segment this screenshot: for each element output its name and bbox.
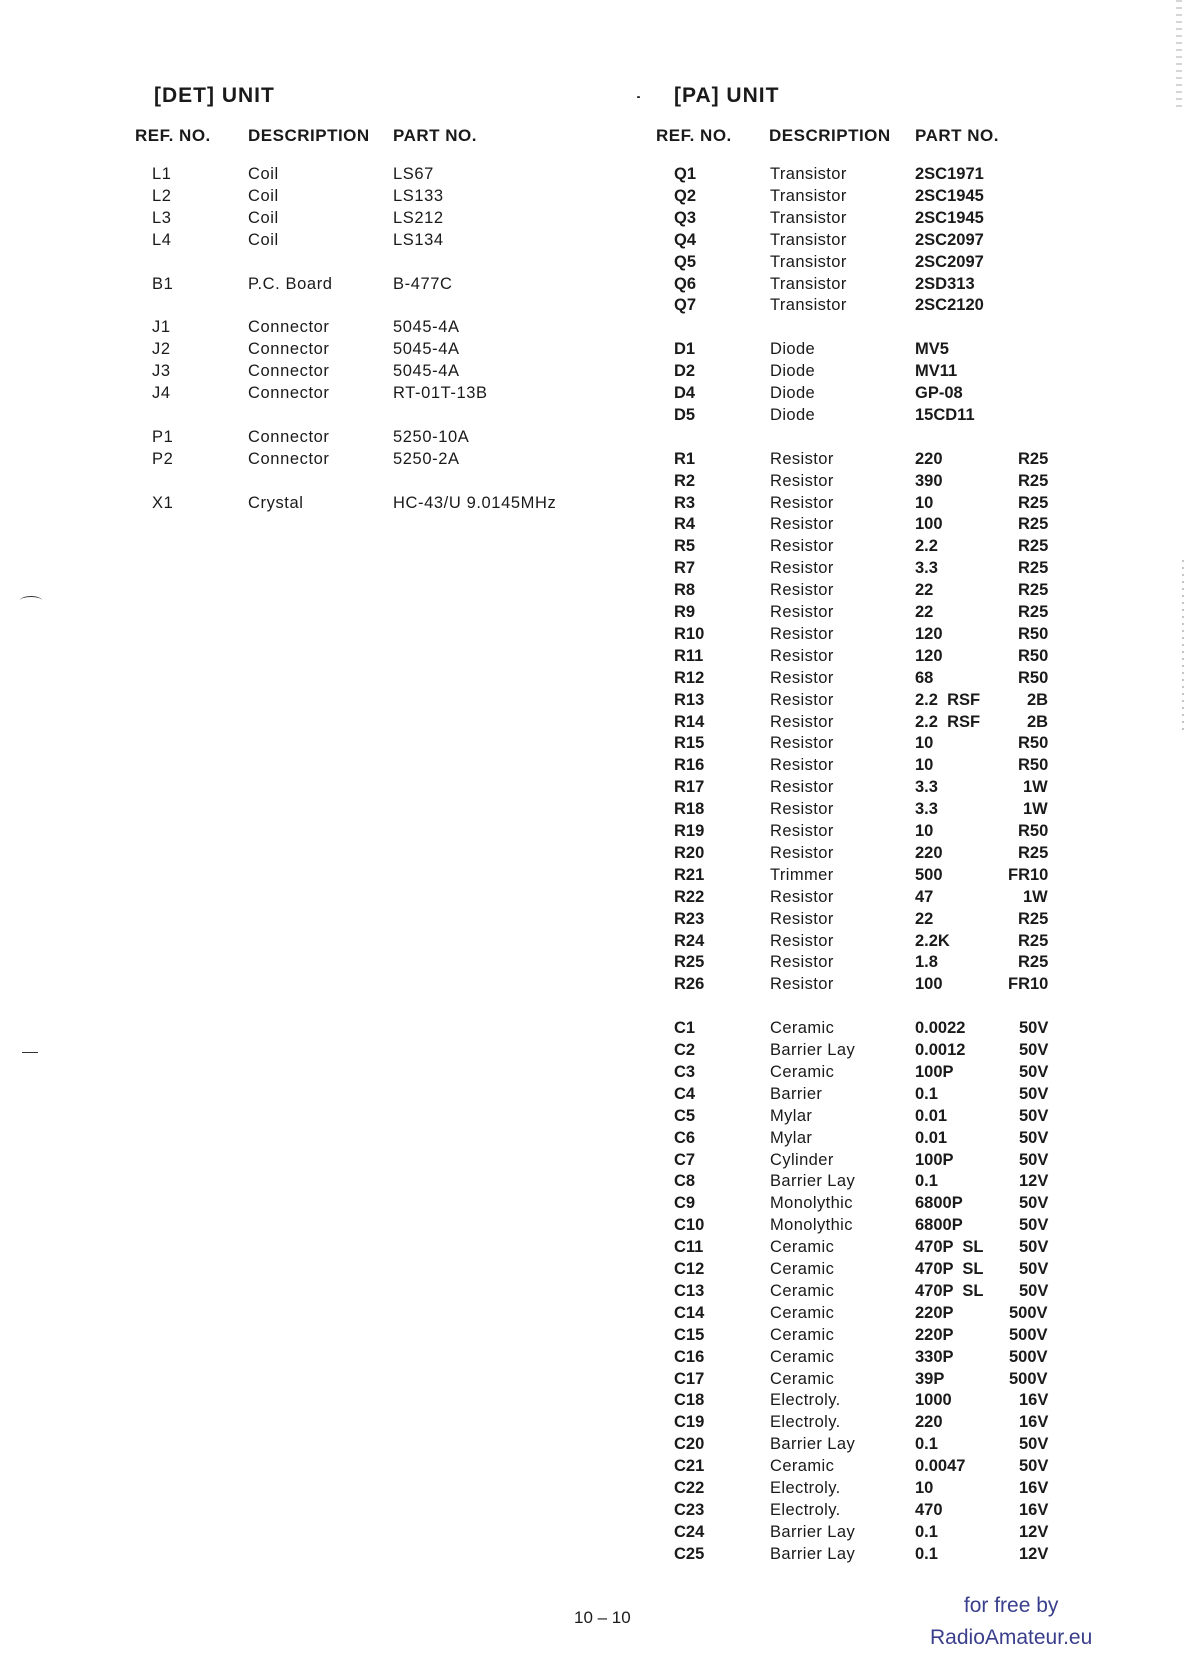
description: Resistor xyxy=(770,603,834,621)
rating: R25 xyxy=(1018,515,1049,534)
description: Ceramic xyxy=(770,1019,835,1038)
description: Resistor xyxy=(770,822,834,840)
rating: 16V xyxy=(1019,1500,1049,1519)
part-no: 2.2 RSF xyxy=(915,712,981,731)
description: Coil xyxy=(248,230,279,249)
part-no: 390 xyxy=(915,471,943,490)
ref-no: L4 xyxy=(152,230,172,249)
description: Resistor xyxy=(770,887,834,906)
description: Resistor xyxy=(770,931,834,950)
part-no: 2.2 RSF xyxy=(915,690,981,709)
description: Resistor xyxy=(770,800,834,819)
pa-unit-title: [PA] UNIT xyxy=(674,84,780,107)
ref-no: Q1 xyxy=(674,165,697,183)
rating: R50 xyxy=(1018,822,1049,840)
part-no: 0.1 xyxy=(915,1435,938,1454)
description: Diode xyxy=(770,362,816,381)
description: Resistor xyxy=(770,843,834,862)
description: Transistor xyxy=(770,165,847,183)
part-no: 330P xyxy=(915,1347,954,1366)
description: Ceramic xyxy=(770,1062,835,1081)
ref-no: R8 xyxy=(674,581,696,600)
part-no: LS133 xyxy=(393,186,444,205)
rating: FR10 xyxy=(1008,975,1049,994)
description: Resistor xyxy=(770,690,834,709)
description: Ceramic xyxy=(770,1281,835,1300)
description: Ceramic xyxy=(770,1347,835,1366)
description: Electroly. xyxy=(770,1479,841,1497)
description: Barrier Lay xyxy=(770,1172,856,1191)
ref-no: C8 xyxy=(674,1172,696,1191)
rating: 12V xyxy=(1019,1544,1049,1563)
rating: 12V xyxy=(1019,1172,1049,1191)
part-no: 100P xyxy=(915,1150,954,1169)
part-no: 100P xyxy=(915,1062,954,1081)
rating: 1W xyxy=(1023,778,1048,797)
ref-no: C23 xyxy=(674,1500,705,1519)
watermark xyxy=(930,1590,1092,1654)
ref-no: R26 xyxy=(674,975,705,994)
part-no: 0.0012 xyxy=(915,1041,966,1059)
part-no: LS134 xyxy=(393,230,444,249)
part-no: 220 xyxy=(915,843,943,862)
description: Resistor xyxy=(770,624,834,643)
ref-no: Q5 xyxy=(674,252,697,271)
description: Connector xyxy=(248,362,330,381)
description: Barrier Lay xyxy=(770,1522,856,1541)
description: Resistor xyxy=(770,471,834,490)
part-no: 6800P xyxy=(915,1216,963,1235)
part-no: 2.2 xyxy=(915,537,938,556)
det-header-ref: REF. NO. xyxy=(135,126,211,145)
pa-header-ref: REF. NO. xyxy=(656,126,732,145)
description: Trimmer xyxy=(770,865,834,884)
rating: 2B xyxy=(1027,712,1049,731)
ref-no: C7 xyxy=(674,1150,696,1169)
ref-no: D2 xyxy=(674,362,696,381)
description: Diode xyxy=(770,384,816,402)
part-no: 2SC2120 xyxy=(915,296,984,315)
ref-no: C10 xyxy=(674,1216,705,1235)
rating: R25 xyxy=(1018,843,1049,862)
description: Mylar xyxy=(770,1106,813,1125)
ref-no: C6 xyxy=(674,1128,696,1147)
rating: 1W xyxy=(1023,887,1048,906)
ref-no: C9 xyxy=(674,1194,696,1213)
ref-no: Q7 xyxy=(674,296,697,315)
part-no: 100 xyxy=(915,975,943,994)
part-no: 15CD11 xyxy=(915,405,975,424)
description: Resistor xyxy=(770,734,834,753)
description: Electroly. xyxy=(770,1413,841,1432)
scan-edge xyxy=(1176,0,1182,110)
rating: R25 xyxy=(1018,493,1049,512)
ref-no: R21 xyxy=(674,865,705,884)
ref-no: C16 xyxy=(674,1347,705,1366)
ref-no: D5 xyxy=(674,405,696,424)
description: Ceramic xyxy=(770,1238,835,1257)
rating: 1W xyxy=(1023,800,1048,819)
ref-no: R11 xyxy=(674,646,704,665)
ref-no: L2 xyxy=(152,186,172,205)
description: Ceramic xyxy=(770,1325,835,1344)
rating: R50 xyxy=(1018,624,1049,643)
description: Electroly. xyxy=(770,1500,841,1519)
part-no: 0.1 xyxy=(915,1544,938,1563)
description: Coil xyxy=(248,208,279,227)
part-no: 470P SL xyxy=(915,1281,984,1300)
rating: R25 xyxy=(1018,603,1049,621)
part-no: 6800P xyxy=(915,1194,963,1213)
ref-no: R10 xyxy=(674,624,705,643)
part-no: 470P SL xyxy=(915,1260,984,1278)
ref-no: C15 xyxy=(674,1325,705,1344)
description: Connector xyxy=(248,340,330,359)
page-number: 10 – 10 xyxy=(574,1608,631,1627)
ref-no: C18 xyxy=(674,1391,705,1410)
description: Transistor xyxy=(770,208,847,227)
part-no: 0.1 xyxy=(915,1172,938,1191)
description: Resistor xyxy=(770,975,834,994)
description: Connector xyxy=(248,427,330,446)
rating: 500V xyxy=(1009,1325,1048,1344)
part-no: 2SC2097 xyxy=(915,230,984,249)
part-no: 47 xyxy=(915,887,934,906)
ref-no: R20 xyxy=(674,843,705,862)
part-no: LS67 xyxy=(393,165,434,183)
part-no: 3.3 xyxy=(915,559,938,578)
description: Diode xyxy=(770,340,816,359)
part-no: 100 xyxy=(915,515,943,534)
ref-no: R2 xyxy=(674,471,696,490)
ref-no: C20 xyxy=(674,1435,705,1454)
description: Resistor xyxy=(770,756,834,775)
part-no: 220P xyxy=(915,1325,954,1344)
rating: 50V xyxy=(1019,1041,1049,1059)
scan-mark xyxy=(20,596,42,605)
det-header-part: PART NO. xyxy=(393,126,477,145)
rating: 50V xyxy=(1019,1106,1049,1125)
description: Transistor xyxy=(770,274,847,293)
part-no: 3.3 xyxy=(915,778,938,797)
rating: 500V xyxy=(1009,1369,1048,1388)
part-no: 22 xyxy=(915,603,934,621)
part-no: 3.3 xyxy=(915,800,938,819)
rating: 50V xyxy=(1019,1194,1049,1213)
description: Resistor xyxy=(770,646,834,665)
description: Connector xyxy=(248,449,330,468)
scan-mark xyxy=(22,1052,38,1057)
description: Resistor xyxy=(770,515,834,534)
ref-no: C14 xyxy=(674,1303,705,1322)
ref-no: R4 xyxy=(674,515,696,534)
ref-no: R23 xyxy=(674,909,705,928)
part-no: 470 xyxy=(915,1500,943,1519)
ref-no: B1 xyxy=(152,274,174,293)
rating: R25 xyxy=(1018,581,1049,600)
ref-no: X1 xyxy=(152,493,174,512)
rating: 2B xyxy=(1027,690,1049,709)
description: Ceramic xyxy=(770,1303,835,1322)
ref-no: R25 xyxy=(674,953,705,972)
part-no: 10 xyxy=(915,493,934,512)
rating: R50 xyxy=(1018,734,1049,753)
ref-no: R24 xyxy=(674,931,705,950)
description: Resistor xyxy=(770,712,834,731)
description: Coil xyxy=(248,186,279,205)
part-no: 5045-4A xyxy=(393,340,460,359)
part-no: 5250-10A xyxy=(393,427,470,446)
ref-no: R18 xyxy=(674,800,705,819)
description: Transistor xyxy=(770,186,847,205)
description: Ceramic xyxy=(770,1369,835,1388)
description: Monolythic xyxy=(770,1194,853,1213)
det-unit-title: [DET] UNIT xyxy=(154,84,275,107)
part-no: MV5 xyxy=(915,340,949,359)
part-no: 0.0047 xyxy=(915,1457,966,1476)
part-no: 5045-4A xyxy=(393,318,460,337)
ref-no: J4 xyxy=(152,384,171,402)
rating: R25 xyxy=(1018,449,1049,468)
rating: R25 xyxy=(1018,559,1049,578)
part-no: 10 xyxy=(915,734,934,753)
part-no: 1000 xyxy=(915,1391,952,1410)
description: Transistor xyxy=(770,252,847,271)
description: Resistor xyxy=(770,449,834,468)
description: Resistor xyxy=(770,778,834,797)
rating: 16V xyxy=(1019,1479,1049,1497)
description: Resistor xyxy=(770,953,834,972)
ref-no: L3 xyxy=(152,208,172,227)
ref-no: Q4 xyxy=(674,230,697,249)
description: Resistor xyxy=(770,909,834,928)
part-no: 120 xyxy=(915,646,943,665)
rating: 50V xyxy=(1019,1216,1049,1235)
ref-no: D1 xyxy=(674,340,696,359)
ref-no: C19 xyxy=(674,1413,705,1432)
ref-no: C12 xyxy=(674,1260,705,1278)
rating: R50 xyxy=(1018,668,1049,687)
ref-no: R1 xyxy=(674,449,696,468)
part-no: 500 xyxy=(915,865,943,884)
description: Connector xyxy=(248,384,330,402)
ref-no: C11 xyxy=(674,1238,704,1257)
stray-dot xyxy=(637,96,640,98)
part-no: 0.0022 xyxy=(915,1019,966,1038)
description: Barrier Lay xyxy=(770,1544,856,1563)
rating: R25 xyxy=(1018,931,1049,950)
part-no: 120 xyxy=(915,624,943,643)
ref-no: L1 xyxy=(152,165,172,183)
part-no: 0.1 xyxy=(915,1522,938,1541)
description: Ceramic xyxy=(770,1457,835,1476)
ref-no: R3 xyxy=(674,493,696,512)
ref-no: R15 xyxy=(674,734,705,753)
part-no: 22 xyxy=(915,581,934,600)
rating: 50V xyxy=(1019,1019,1049,1038)
description: Mylar xyxy=(770,1128,813,1147)
description: Connector xyxy=(248,318,330,337)
part-no: 1.8 xyxy=(915,953,938,972)
part-no: 5250-2A xyxy=(393,449,460,468)
part-no: RT-01T-13B xyxy=(393,384,488,402)
ref-no: R13 xyxy=(674,690,705,709)
ref-no: R14 xyxy=(674,712,705,731)
part-no: 2SC2097 xyxy=(915,252,984,271)
part-no: 10 xyxy=(915,756,934,775)
description: Transistor xyxy=(770,230,847,249)
ref-no: C5 xyxy=(674,1106,696,1125)
description: Resistor xyxy=(770,668,834,687)
ref-no: C2 xyxy=(674,1041,696,1059)
part-no: 68 xyxy=(915,668,934,687)
part-no: 39P xyxy=(915,1369,945,1388)
rating: 50V xyxy=(1019,1238,1049,1257)
ref-no: C1 xyxy=(674,1019,696,1038)
ref-no: C25 xyxy=(674,1544,705,1563)
part-no: 2SC1945 xyxy=(915,186,984,205)
description: Diode xyxy=(770,405,816,424)
rating: 12V xyxy=(1019,1522,1049,1541)
ref-no: J2 xyxy=(152,340,171,359)
rating: R25 xyxy=(1018,909,1049,928)
ref-no: R17 xyxy=(674,778,705,797)
part-no: 22 xyxy=(915,909,934,928)
description: Electroly. xyxy=(770,1391,841,1410)
ref-no: C24 xyxy=(674,1522,705,1541)
rating: 50V xyxy=(1019,1260,1049,1278)
part-no: 0.01 xyxy=(915,1106,948,1125)
rating: 500V xyxy=(1009,1303,1048,1322)
watermark-line-2: RadioAmateur.eu xyxy=(930,1626,1093,1649)
ref-no: R19 xyxy=(674,822,705,840)
part-no: 5045-4A xyxy=(393,362,460,381)
ref-no: R5 xyxy=(674,537,696,556)
rating: R25 xyxy=(1018,537,1049,556)
ref-no: J3 xyxy=(152,362,171,381)
part-no: 2SC1971 xyxy=(915,165,984,183)
rating: 500V xyxy=(1009,1347,1048,1366)
description: Resistor xyxy=(770,581,834,600)
rating: 50V xyxy=(1019,1128,1049,1147)
description: Monolythic xyxy=(770,1216,853,1235)
ref-no: D4 xyxy=(674,384,696,402)
description: Ceramic xyxy=(770,1260,835,1278)
part-no: 470P SL xyxy=(915,1238,984,1257)
ref-no: C3 xyxy=(674,1062,696,1081)
rating: FR10 xyxy=(1008,865,1049,884)
part-no: MV11 xyxy=(915,362,958,381)
part-no: GP-08 xyxy=(915,384,963,402)
rating: R50 xyxy=(1018,756,1049,775)
ref-no: R9 xyxy=(674,603,696,621)
rating: 50V xyxy=(1019,1150,1049,1169)
ref-no: C22 xyxy=(674,1479,705,1497)
description: Resistor xyxy=(770,493,834,512)
description: Barrier Lay xyxy=(770,1041,856,1059)
part-no: 0.01 xyxy=(915,1128,948,1147)
ref-no: R22 xyxy=(674,887,705,906)
ref-no: C4 xyxy=(674,1084,696,1103)
ref-no: P2 xyxy=(152,449,174,468)
rating: 50V xyxy=(1019,1062,1049,1081)
part-no: 10 xyxy=(915,1479,934,1497)
scan-edge xyxy=(1182,560,1184,730)
ref-no: Q2 xyxy=(674,186,697,205)
description: Resistor xyxy=(770,537,834,556)
rating: 50V xyxy=(1019,1084,1049,1103)
ref-no: R12 xyxy=(674,668,705,687)
description: Barrier xyxy=(770,1084,823,1103)
part-no: 2SD313 xyxy=(915,274,975,293)
rating: R25 xyxy=(1018,471,1049,490)
rating: R25 xyxy=(1018,953,1049,972)
description: Resistor xyxy=(770,559,834,578)
description: Coil xyxy=(248,165,279,183)
rating: 50V xyxy=(1019,1435,1049,1454)
ref-no: Q6 xyxy=(674,274,697,293)
ref-no: C17 xyxy=(674,1369,705,1388)
description: Transistor xyxy=(770,296,847,315)
part-no: 0.1 xyxy=(915,1084,938,1103)
det-header-description: DESCRIPTION xyxy=(248,126,370,145)
description: Barrier Lay xyxy=(770,1435,856,1454)
part-no: B-477C xyxy=(393,274,453,293)
rating: 50V xyxy=(1019,1281,1049,1300)
part-no: 2SC1945 xyxy=(915,208,984,227)
part-no: 220 xyxy=(915,449,943,468)
rating: R50 xyxy=(1018,646,1049,665)
ref-no: Q3 xyxy=(674,208,697,227)
description: Crystal xyxy=(248,493,304,512)
watermark-line-1: for free by xyxy=(963,1594,1059,1617)
ref-no: P1 xyxy=(152,427,174,446)
part-no: LS212 xyxy=(393,208,444,227)
part-no: 220 xyxy=(915,1413,943,1432)
rating: 16V xyxy=(1019,1413,1049,1432)
part-no: 220P xyxy=(915,1303,954,1322)
pa-header-part: PART NO. xyxy=(915,126,999,145)
pa-header-description: DESCRIPTION xyxy=(769,126,891,145)
ref-no: J1 xyxy=(152,318,171,337)
part-no: HC-43/U 9.0145MHz xyxy=(393,493,557,512)
description: Cylinder xyxy=(770,1150,834,1169)
ref-no: R16 xyxy=(674,756,705,775)
rating: 50V xyxy=(1019,1457,1049,1476)
rating: 16V xyxy=(1019,1391,1049,1410)
ref-no: C21 xyxy=(674,1457,705,1476)
description: P.C. Board xyxy=(248,274,333,293)
part-no: 2.2K xyxy=(915,931,950,950)
part-no: 10 xyxy=(915,822,934,840)
ref-no: R7 xyxy=(674,559,696,578)
ref-no: C13 xyxy=(674,1281,705,1300)
